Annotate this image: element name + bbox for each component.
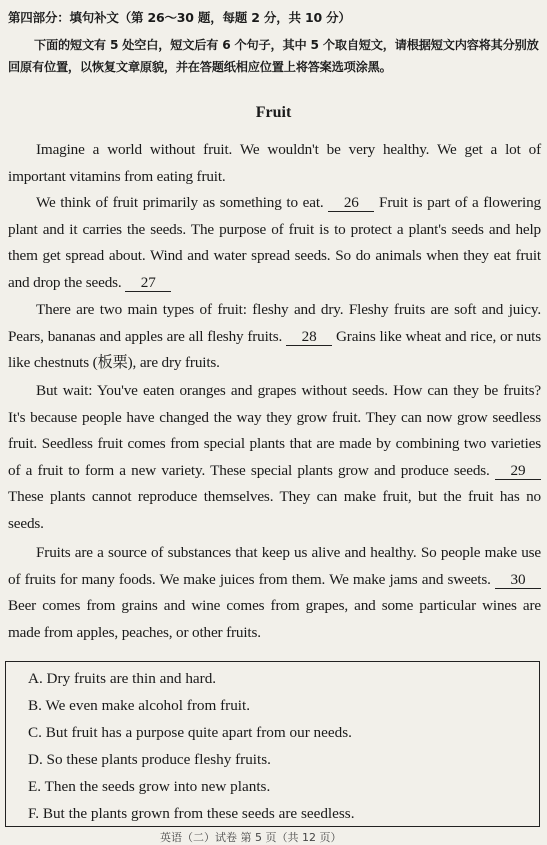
paragraph-1-text: Imagine a world without fruit. We wouldn't be very healthy. We get a lot of important vitamins from eating fruit.: [8, 141, 541, 185]
passage-title: Fruit: [255, 104, 292, 121]
blank-27: 27: [125, 274, 171, 292]
instructions: 下面的短文有 5 处空白，短文后有 6 个句子，其中 5 个取自短文，请根据短文内容将其分别放回原有位置，以恢复文章原貌，并在答题纸相应位置上将答案选项涂黑。: [8, 38, 539, 74]
blank-28: 28: [286, 328, 332, 346]
paragraph-1: [8, 137, 541, 190]
option-a: A. Dry fruits are thin and hard.: [28, 670, 217, 687]
blank-30: 30: [495, 571, 541, 589]
page-footer: 英语（二）试卷 第 5 页（共 12 页）: [160, 831, 342, 844]
option-f: F. But the plants grown from these seeds are seedless.: [28, 805, 355, 822]
options-box: [5, 661, 540, 827]
blank-26: 26: [328, 194, 374, 212]
paragraph-3-text-b: Grains like wheat and rice, or nuts like chestnuts (板栗), are dry fruits.: [8, 327, 542, 372]
paragraph-5-text-b: Beer comes from grains and wine comes from grapes, and some particular wines are made from apples, peaches, or other fruits.: [8, 597, 541, 641]
option-e: E. Then the seeds grow into new plants.: [28, 778, 271, 795]
option-b: B. We even make alcohol from fruit.: [28, 697, 251, 714]
paragraph-3-text-a: There are two main types of fruit: fleshy and dry. Fleshy fruits are soft and juicy. Pears, bananas and apples are all fleshy fruits.: [8, 301, 541, 345]
blank-29: 29: [495, 462, 541, 480]
paragraph-2-text-a: We think of fruit primarily as something to eat.: [36, 194, 324, 211]
paragraph-3: [8, 297, 541, 377]
option-d: D. So these plants produce fleshy fruits.: [28, 751, 271, 768]
section-header: 第四部分：填句补文（第 26～30 题，每题 2 分，共 10 分）: [8, 10, 351, 25]
paragraph-2-text-b: Fruit is part of a flowering plant and it carries the seeds. The purpose of fruit is to protect a plant's seeds and help them get spread about. Wind and water spread seeds. So do animals when they eat fruit and drop the seeds.: [8, 194, 542, 291]
paragraph-5-text-a: Fruits are a source of substances that keep us alive and healthy. So people make use of fruits for many foods. We make juices from them. We make jams and sweets.: [8, 544, 541, 588]
paragraph-5: [8, 540, 541, 646]
paragraph-2: [8, 190, 541, 296]
option-c: C. But fruit has a purpose quite apart from our needs.: [28, 724, 352, 741]
paragraph-4-text-b: These plants cannot reproduce themselves. They can make fruit, but the fruit has no seeds.: [8, 488, 541, 532]
paragraph-4: [8, 378, 541, 538]
paragraph-4-text-a: But wait: You've eaten oranges and grapes without seeds. How can they be fruits? It's because people have changed the way they grow fruit. They can now grow seedless fruit. Seedless fruit comes from special plants that are made by combining two varieties of a fruit to form a new variety. These special plants grow and produce seeds.: [8, 382, 541, 479]
